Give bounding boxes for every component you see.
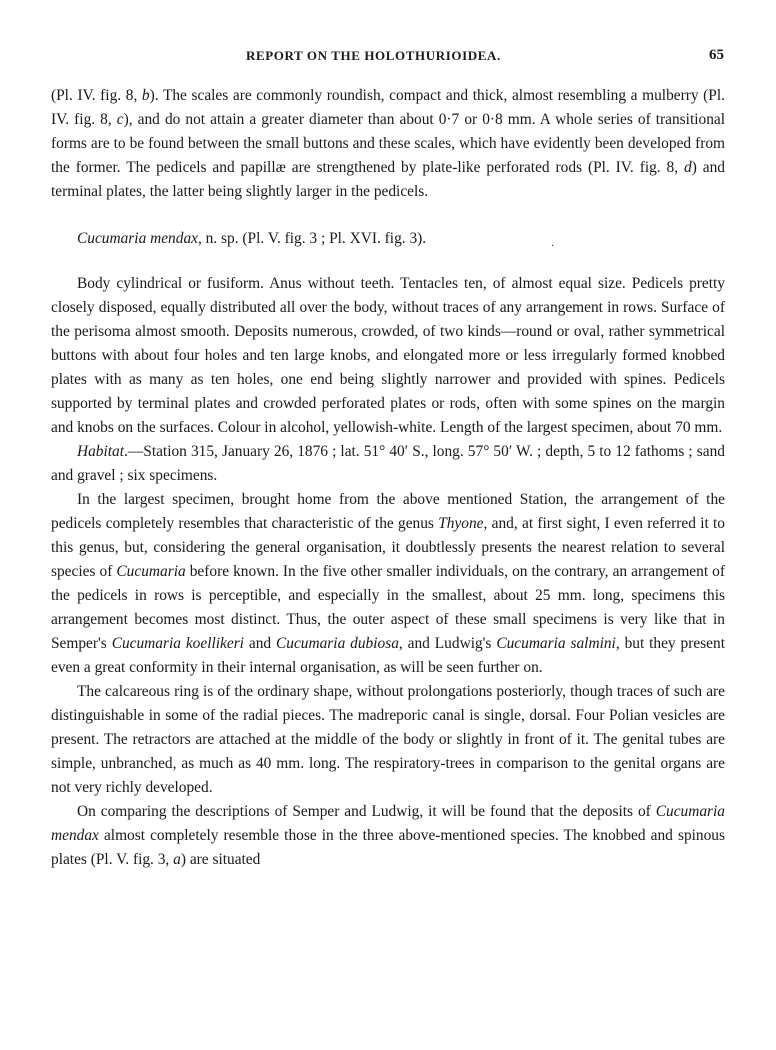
text-run: (Pl. IV. fig. 8,: [51, 87, 142, 104]
text-run: In the largest specimen, brought home from the above mentioned Station, the arrangement of the pedicels completely resembles that characteristic of the genus: [51, 491, 725, 532]
text-run: , but they present even a great conformity in their internal organisation, as will be seen further on.: [51, 635, 725, 676]
text-run: ), and do not attain a greater diameter than about 0·7 or 0·8 mm. A whole series of transitional forms are to be found between the small buttons and these scales, which have evidently been developed from the former. The pedicels and papillæ are strengthened by plate-like perforated rods (Pl. IV. fig. 8,: [51, 111, 726, 176]
text-run: and: [243, 635, 276, 652]
paragraph-comparison: [51, 800, 725, 872]
paragraph-calcareous-ring: [51, 680, 725, 800]
text-run: On comparing the descriptions of Semper and Ludwig, it will be found that the deposits of: [77, 803, 656, 820]
italic-text: Cucumaria salmini: [496, 635, 616, 652]
paragraph-largest-specimen: [51, 488, 725, 680]
text-run: almost completely resemble those in the three above-mentioned species. The knobbed and spinous plates (Pl. V. fig. 3,: [51, 827, 725, 868]
paragraph-diagnosis: [51, 272, 725, 440]
page-number: 65: [709, 47, 724, 63]
text-run: .—Station 315, January 26, 1876 ; lat. 51° 40′ S., long. 57° 50′ W. ; depth, 5 to 12 fathoms ; sand and gravel ; six specimens.: [51, 443, 725, 484]
paragraph-continuation: [51, 84, 725, 204]
body-text: [51, 84, 725, 872]
italic-text: Cucumaria koellikeri: [111, 635, 244, 652]
running-title: REPORT ON THE HOLOTHURIOIDEA.: [246, 48, 501, 63]
stray-dot: ·: [551, 241, 555, 252]
text-run: , and, at first sight, I even referred it to this genus, but, considering the general organisation, it doubtlessly presents the nearest relation to several species of: [51, 515, 725, 580]
text-run: ) and terminal plates, the latter being slightly larger in the pedicels.: [51, 159, 725, 200]
italic-text: Cucumaria mendax: [51, 803, 725, 844]
italic-text: Cucumaria mendax: [77, 230, 198, 247]
species-heading: [51, 227, 725, 251]
running-header: [0, 48, 776, 68]
italic-text: a: [173, 851, 181, 868]
text-run: , n. sp. (Pl. V. fig. 3 ; Pl. XVI. fig. 3).: [197, 230, 427, 247]
italic-text: Cucumaria dubiosa: [276, 635, 399, 652]
italic-text: Thyone: [438, 515, 484, 532]
text-run: ). The scales are commonly roundish, compact and thick, almost resembling a mulberry (Pl. IV. fig. 8,: [51, 87, 725, 128]
text-run: , and Ludwig's: [398, 635, 497, 652]
paragraph-habitat: [51, 440, 725, 488]
text-run: The calcareous ring is of the ordinary shape, without prolongations posteriorly, though traces of such are distinguishable in some of the radial pieces. The madreporic canal is single, dorsal. Four Polian vesicles are present. The retractors are attached at the middle of the body or slightly in front of it. The genital tubes are simple, unbranched, as much as 40 mm. long. The respiratory-trees in comparison to the genital organs are not very richly developed.: [51, 683, 725, 796]
italic-text: d: [684, 159, 692, 176]
italic-text: Cucumaria: [116, 563, 186, 580]
italic-text: c: [116, 111, 124, 128]
italic-text: Habitat: [77, 443, 125, 460]
text-run: Body cylindrical or fusiform. Anus without teeth. Tentacles ten, of almost equal size. Pedicels pretty closely disposed, equally distributed all over the body, without traces of any arrangement in rows. Surface of the perisoma almost smooth. Deposits numerous, crowded, of two kinds—round or oval, rather symmetrical buttons with about four holes and ten large knobs, and elongated more or less irregularly formed knobbed plates with as many as ten holes, one end being slightly narrower and provided with spines. Pedicels supported by terminal plates and crowded perforated plates or rods, often with some spines on the margin and knobs on the surfaces. Colour in alcohol, yellowish-white. Length of the largest specimen, about 70 mm.: [51, 275, 725, 436]
italic-text: b: [141, 87, 150, 104]
text-run: before known. In the five other smaller individuals, on the contrary, an arrangement of the pedicels in rows is perceptible, and especially in the smallest, about 25 mm. long, specimens this arrangement becomes most distinct. Thus, the outer aspect of these small specimens is very like that in Semper's: [51, 563, 725, 652]
text-run: ) are situated: [180, 851, 261, 868]
